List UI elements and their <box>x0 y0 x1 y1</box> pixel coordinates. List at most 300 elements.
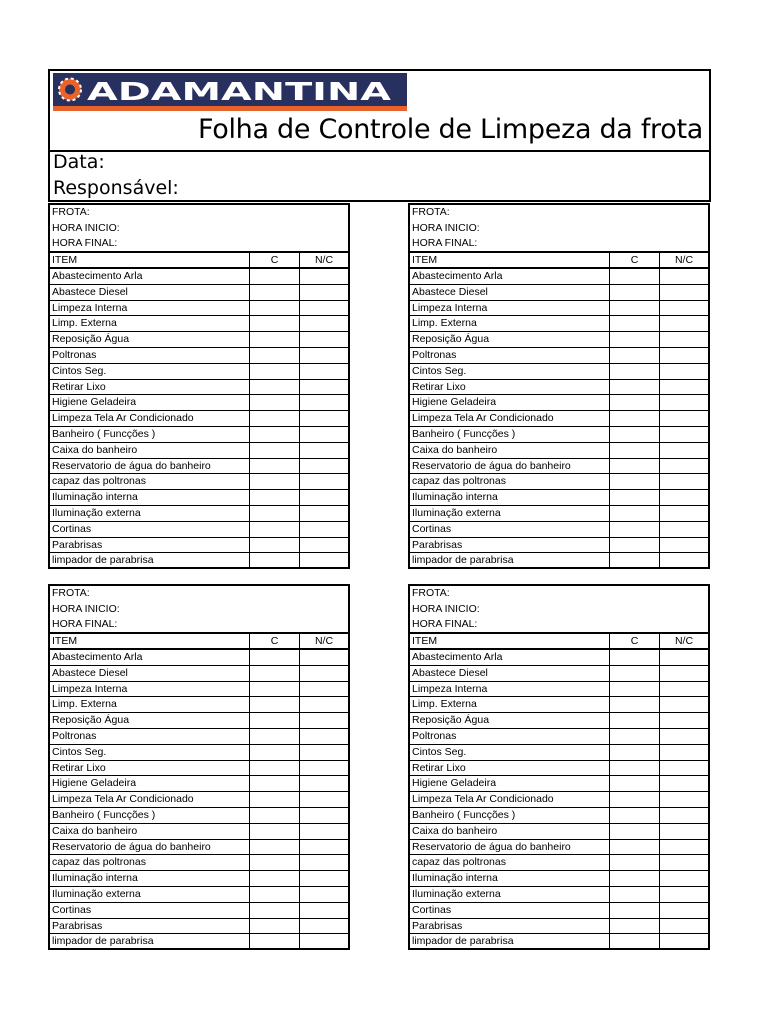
column-header-c: C <box>610 253 660 267</box>
item-label: Poltronas <box>410 729 610 744</box>
check-c-cell <box>250 871 300 886</box>
table-row <box>410 729 708 745</box>
table-row <box>50 840 348 856</box>
item-label: Reservatorio de água do banheiro <box>50 459 250 474</box>
check-nc-cell <box>660 745 708 760</box>
item-label: Reservatorio de água do banheiro <box>50 840 250 855</box>
table-row <box>410 682 708 698</box>
table-row <box>410 713 708 729</box>
item-label: Caixa do banheiro <box>50 443 250 458</box>
table-row <box>50 792 348 808</box>
table-row <box>50 395 348 411</box>
item-label: Abastece Diesel <box>410 285 610 300</box>
item-label: Retirar Lixo <box>50 761 250 776</box>
check-c-cell <box>610 301 660 316</box>
check-nc-cell <box>300 792 348 807</box>
check-nc-cell <box>660 395 708 410</box>
table-row <box>410 553 708 569</box>
check-c-cell <box>250 411 300 426</box>
check-c-cell <box>250 934 300 950</box>
item-label: Limp. Externa <box>410 316 610 331</box>
item-label: limpador de parabrisa <box>50 553 250 569</box>
check-c-cell <box>610 761 660 776</box>
column-header-row <box>50 253 348 269</box>
check-nc-cell <box>660 697 708 712</box>
table-row <box>50 348 348 364</box>
item-label: Retirar Lixo <box>410 380 610 395</box>
item-label: Iluminação externa <box>50 506 250 521</box>
responsible-label: Responsável: <box>53 177 179 199</box>
frota-label: FROTA: <box>52 206 90 218</box>
item-label: Cortinas <box>50 903 250 918</box>
check-nc-cell <box>660 650 708 665</box>
item-label: Higiene Geladeira <box>50 776 250 791</box>
check-nc-cell <box>300 269 348 284</box>
hora-final-label: HORA FINAL: <box>412 618 478 630</box>
document-header <box>48 69 711 202</box>
hora-final-label: HORA FINAL: <box>412 237 478 249</box>
item-label: Reservatorio de água do banheiro <box>410 459 610 474</box>
check-c-cell <box>250 474 300 489</box>
checklist-form-1 <box>48 203 350 569</box>
check-c-cell <box>610 682 660 697</box>
check-nc-cell <box>300 808 348 823</box>
table-row <box>50 506 348 522</box>
column-header-row <box>410 253 708 269</box>
item-label: Abastecimento Arla <box>50 269 250 284</box>
table-row <box>410 871 708 887</box>
check-c-cell <box>610 887 660 902</box>
check-c-cell <box>610 490 660 505</box>
table-row <box>410 380 708 396</box>
column-header-row <box>50 634 348 650</box>
item-label: limpador de parabrisa <box>50 934 250 950</box>
check-nc-cell <box>300 713 348 728</box>
table-row <box>50 776 348 792</box>
check-nc-cell <box>660 459 708 474</box>
column-header-c: C <box>250 253 300 267</box>
item-label: Iluminação externa <box>410 887 610 902</box>
table-row <box>410 364 708 380</box>
table-row <box>410 316 708 332</box>
check-nc-cell <box>660 316 708 331</box>
item-label: Banheiro ( Funcções ) <box>50 808 250 823</box>
check-nc-cell <box>300 824 348 839</box>
item-label: Parabrisas <box>50 919 250 934</box>
column-header-nc: N/C <box>674 254 694 266</box>
table-row <box>410 411 708 427</box>
gear-icon <box>59 79 81 101</box>
check-c-cell <box>250 745 300 760</box>
check-nc-cell <box>660 840 708 855</box>
item-label: Reposição Água <box>410 713 610 728</box>
check-nc-cell <box>660 301 708 316</box>
check-c-cell <box>610 792 660 807</box>
check-c-cell <box>610 411 660 426</box>
check-nc-cell <box>300 729 348 744</box>
item-label: Caixa do banheiro <box>410 443 610 458</box>
check-c-cell <box>250 553 300 569</box>
table-row <box>50 285 348 301</box>
table-row <box>410 474 708 490</box>
item-label: Cintos Seg. <box>50 364 250 379</box>
table-row <box>410 824 708 840</box>
date-label: Data: <box>53 151 105 173</box>
check-nc-cell <box>660 887 708 902</box>
check-c-cell <box>250 316 300 331</box>
table-row <box>410 395 708 411</box>
check-c-cell <box>610 650 660 665</box>
check-nc-cell <box>300 666 348 681</box>
item-label: Banheiro ( Funcções ) <box>50 427 250 442</box>
check-nc-cell <box>660 903 708 918</box>
check-nc-cell <box>660 855 708 870</box>
check-c-cell <box>250 364 300 379</box>
table-row <box>50 871 348 887</box>
table-row <box>410 919 708 935</box>
check-c-cell <box>250 697 300 712</box>
item-label: Cintos Seg. <box>410 364 610 379</box>
check-nc-cell <box>300 919 348 934</box>
check-nc-cell <box>660 285 708 300</box>
check-c-cell <box>610 713 660 728</box>
item-label: Cintos Seg. <box>410 745 610 760</box>
check-nc-cell <box>660 871 708 886</box>
check-nc-cell <box>300 443 348 458</box>
check-c-cell <box>610 395 660 410</box>
check-nc-cell <box>300 490 348 505</box>
check-nc-cell <box>660 506 708 521</box>
column-header-nc: N/C <box>314 254 334 266</box>
table-row <box>50 490 348 506</box>
table-row <box>50 887 348 903</box>
hora-inicio-label: HORA INICIO: <box>412 221 480 234</box>
check-nc-cell <box>660 443 708 458</box>
hora-inicio-label: HORA INICIO: <box>52 602 120 615</box>
column-header-item: ITEM <box>410 253 610 267</box>
check-c-cell <box>610 380 660 395</box>
check-c-cell <box>610 538 660 553</box>
check-c-cell <box>610 522 660 537</box>
check-c-cell <box>610 285 660 300</box>
check-nc-cell <box>660 474 708 489</box>
table-row <box>50 427 348 443</box>
item-label: Reposição Água <box>410 332 610 347</box>
table-row <box>50 729 348 745</box>
check-c-cell <box>610 808 660 823</box>
item-label: Cintos Seg. <box>50 745 250 760</box>
check-nc-cell <box>660 490 708 505</box>
check-nc-cell <box>300 427 348 442</box>
check-nc-cell <box>300 522 348 537</box>
check-nc-cell <box>300 395 348 410</box>
table-row <box>50 808 348 824</box>
item-label: Poltronas <box>50 348 250 363</box>
check-nc-cell <box>300 411 348 426</box>
table-row <box>410 697 708 713</box>
check-c-cell <box>610 269 660 284</box>
check-c-cell <box>610 364 660 379</box>
table-row <box>50 269 348 285</box>
item-label: Iluminação interna <box>410 871 610 886</box>
table-row <box>50 903 348 919</box>
check-c-cell <box>610 871 660 886</box>
table-row <box>50 522 348 538</box>
check-nc-cell <box>660 380 708 395</box>
hora-inicio-label: HORA INICIO: <box>52 221 120 234</box>
check-nc-cell <box>300 332 348 347</box>
check-c-cell <box>250 887 300 902</box>
table-row <box>410 490 708 506</box>
item-label: Limpeza Interna <box>410 682 610 697</box>
column-header-item: ITEM <box>410 634 610 648</box>
table-row <box>50 919 348 935</box>
check-c-cell <box>610 919 660 934</box>
table-row <box>50 855 348 871</box>
form-header <box>50 205 348 253</box>
item-label: Reservatorio de água do banheiro <box>410 840 610 855</box>
item-label: Parabrisas <box>410 919 610 934</box>
form-header <box>410 586 708 634</box>
check-c-cell <box>250 506 300 521</box>
table-row <box>50 761 348 777</box>
company-logo-text: ADAMANTINA <box>87 77 393 106</box>
check-c-cell <box>610 729 660 744</box>
check-c-cell <box>610 824 660 839</box>
check-nc-cell <box>300 776 348 791</box>
check-nc-cell <box>300 682 348 697</box>
check-nc-cell <box>300 348 348 363</box>
company-logo <box>53 73 407 111</box>
check-nc-cell <box>660 553 708 569</box>
item-label: Poltronas <box>50 729 250 744</box>
item-label: Limp. Externa <box>50 697 250 712</box>
check-nc-cell <box>300 745 348 760</box>
item-label: limpador de parabrisa <box>410 934 610 950</box>
check-nc-cell <box>660 919 708 934</box>
item-label: Iluminação interna <box>50 490 250 505</box>
column-header-c: C <box>250 634 300 648</box>
check-c-cell <box>250 301 300 316</box>
check-c-cell <box>610 506 660 521</box>
check-nc-cell <box>660 522 708 537</box>
item-label: Reposição Água <box>50 332 250 347</box>
check-nc-cell <box>660 824 708 839</box>
check-nc-cell <box>300 761 348 776</box>
table-row <box>410 538 708 554</box>
item-label: Higiene Geladeira <box>410 776 610 791</box>
check-nc-cell <box>660 729 708 744</box>
check-nc-cell <box>660 776 708 791</box>
table-row <box>410 666 708 682</box>
check-c-cell <box>250 824 300 839</box>
check-nc-cell <box>660 792 708 807</box>
page-title: Folha de Controle de Limpeza da frota <box>197 114 703 145</box>
table-row <box>410 761 708 777</box>
checklist-form-2 <box>408 203 710 569</box>
check-c-cell <box>250 443 300 458</box>
item-label: Iluminação externa <box>410 506 610 521</box>
check-nc-cell <box>660 427 708 442</box>
table-row <box>50 411 348 427</box>
check-c-cell <box>250 380 300 395</box>
check-c-cell <box>250 395 300 410</box>
check-nc-cell <box>300 285 348 300</box>
table-row <box>50 697 348 713</box>
item-label: Banheiro ( Funcções ) <box>410 808 610 823</box>
check-c-cell <box>610 666 660 681</box>
table-row <box>50 934 348 950</box>
frota-label: FROTA: <box>412 206 450 218</box>
item-label: Parabrisas <box>410 538 610 553</box>
checklist-form-4 <box>408 584 710 950</box>
item-label: capaz das poltronas <box>50 474 250 489</box>
check-c-cell <box>610 427 660 442</box>
check-nc-cell <box>660 713 708 728</box>
check-c-cell <box>250 538 300 553</box>
check-nc-cell <box>300 855 348 870</box>
table-row <box>410 506 708 522</box>
check-nc-cell <box>300 887 348 902</box>
item-label: Reposição Água <box>50 713 250 728</box>
check-c-cell <box>250 776 300 791</box>
check-nc-cell <box>660 682 708 697</box>
item-label: Limpeza Interna <box>50 301 250 316</box>
table-row <box>410 808 708 824</box>
item-label: Iluminação interna <box>410 490 610 505</box>
table-row <box>410 934 708 950</box>
check-nc-cell <box>660 538 708 553</box>
check-nc-cell <box>300 650 348 665</box>
check-nc-cell <box>300 364 348 379</box>
check-nc-cell <box>300 380 348 395</box>
check-nc-cell <box>300 506 348 521</box>
check-nc-cell <box>300 538 348 553</box>
table-row <box>50 824 348 840</box>
frota-label: FROTA: <box>412 587 450 599</box>
table-row <box>50 666 348 682</box>
check-c-cell <box>250 903 300 918</box>
check-nc-cell <box>300 697 348 712</box>
item-label: Abastece Diesel <box>50 285 250 300</box>
item-label: Limpeza Interna <box>410 301 610 316</box>
check-c-cell <box>610 474 660 489</box>
check-nc-cell <box>300 903 348 918</box>
hora-final-label: HORA FINAL: <box>52 237 118 249</box>
check-nc-cell <box>300 459 348 474</box>
check-c-cell <box>610 443 660 458</box>
hora-inicio-label: HORA INICIO: <box>412 602 480 615</box>
item-label: Abastece Diesel <box>410 666 610 681</box>
table-row <box>410 301 708 317</box>
item-label: Abastecimento Arla <box>410 650 610 665</box>
check-nc-cell <box>660 761 708 776</box>
item-label: capaz das poltronas <box>410 474 610 489</box>
item-label: Limpeza Interna <box>50 682 250 697</box>
table-row <box>410 650 708 666</box>
table-row <box>50 380 348 396</box>
table-row <box>50 682 348 698</box>
item-label: Abastece Diesel <box>50 666 250 681</box>
hora-final-label: HORA FINAL: <box>52 618 118 630</box>
item-label: Limp. Externa <box>50 316 250 331</box>
item-label: limpador de parabrisa <box>410 553 610 569</box>
check-nc-cell <box>660 269 708 284</box>
item-label: Limpeza Tela Ar Condicionado <box>410 411 610 426</box>
column-header-item: ITEM <box>50 634 250 648</box>
check-nc-cell <box>300 553 348 569</box>
check-c-cell <box>610 332 660 347</box>
check-nc-cell <box>660 411 708 426</box>
check-c-cell <box>250 348 300 363</box>
check-nc-cell <box>300 871 348 886</box>
table-row <box>410 443 708 459</box>
table-row <box>50 650 348 666</box>
item-label: Cortinas <box>410 903 610 918</box>
check-c-cell <box>250 761 300 776</box>
check-c-cell <box>250 459 300 474</box>
item-label: Abastecimento Arla <box>50 650 250 665</box>
table-row <box>410 522 708 538</box>
check-c-cell <box>250 855 300 870</box>
table-row <box>50 538 348 554</box>
check-nc-cell <box>300 474 348 489</box>
table-row <box>50 316 348 332</box>
form-header <box>50 586 348 634</box>
check-c-cell <box>610 776 660 791</box>
check-c-cell <box>250 666 300 681</box>
item-label: Limpeza Tela Ar Condicionado <box>50 411 250 426</box>
frota-label: FROTA: <box>52 587 90 599</box>
item-label: Abastecimento Arla <box>410 269 610 284</box>
table-row <box>410 459 708 475</box>
item-label: Banheiro ( Funcções ) <box>410 427 610 442</box>
check-c-cell <box>610 459 660 474</box>
column-header-item: ITEM <box>50 253 250 267</box>
table-row <box>410 427 708 443</box>
table-row <box>410 348 708 364</box>
table-row <box>50 745 348 761</box>
check-c-cell <box>610 697 660 712</box>
column-header-nc: N/C <box>314 635 334 647</box>
form-header <box>410 205 708 253</box>
check-c-cell <box>250 840 300 855</box>
table-row <box>410 285 708 301</box>
table-row <box>410 792 708 808</box>
table-row <box>50 332 348 348</box>
item-label: Cortinas <box>410 522 610 537</box>
item-label: Higiene Geladeira <box>410 395 610 410</box>
check-nc-cell <box>300 316 348 331</box>
table-row <box>410 855 708 871</box>
check-nc-cell <box>300 934 348 950</box>
check-c-cell <box>610 745 660 760</box>
check-nc-cell <box>660 934 708 950</box>
check-nc-cell <box>300 301 348 316</box>
check-c-cell <box>250 729 300 744</box>
item-label: Parabrisas <box>50 538 250 553</box>
item-label: Limpeza Tela Ar Condicionado <box>410 792 610 807</box>
check-c-cell <box>250 682 300 697</box>
table-row <box>410 887 708 903</box>
check-c-cell <box>250 522 300 537</box>
table-row <box>50 713 348 729</box>
table-row <box>50 459 348 475</box>
table-row <box>410 776 708 792</box>
table-row <box>50 364 348 380</box>
table-row <box>410 269 708 285</box>
check-c-cell <box>610 855 660 870</box>
